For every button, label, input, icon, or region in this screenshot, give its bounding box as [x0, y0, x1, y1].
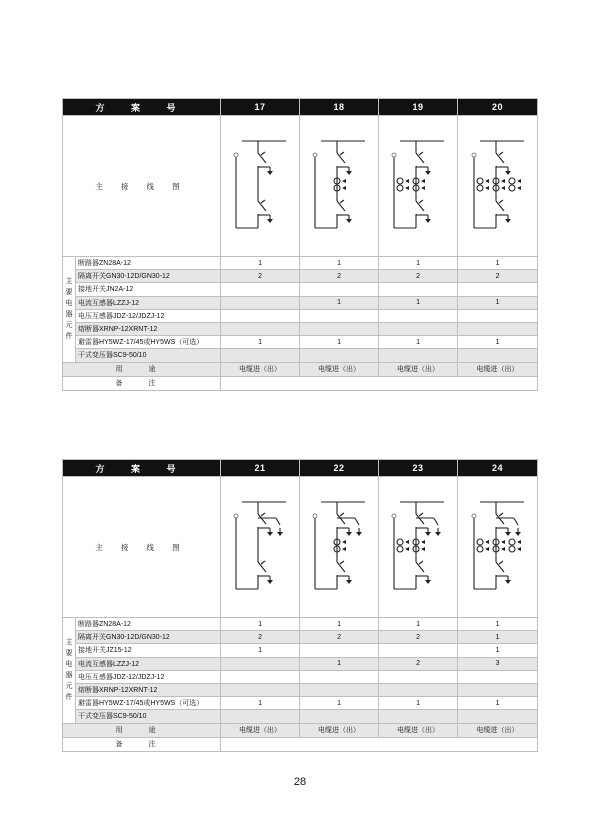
usage-value: 电缆进（出）: [221, 362, 300, 376]
component-qty: 3: [458, 657, 538, 670]
component-qty: [300, 683, 379, 696]
component-qty: [458, 322, 538, 335]
wiring-diagram: [379, 477, 458, 618]
remark-label: 备 注: [63, 376, 221, 390]
component-qty: [379, 349, 458, 362]
wiring-diagram: [221, 116, 300, 257]
remark-label: 备 注: [63, 737, 221, 751]
component-qty: [379, 644, 458, 657]
table-header: [63, 460, 538, 477]
usage-value: 电缆进（出）: [379, 362, 458, 376]
component-name: 接地开关JZ15-12: [76, 644, 221, 657]
circuit-diagram-21: [230, 492, 290, 602]
component-name: 电压互感器JDZ-12/JDZJ-12: [76, 670, 221, 683]
table-header: [63, 99, 538, 116]
component-qty: [300, 283, 379, 296]
usage-value: 电缆进（出）: [300, 723, 379, 737]
component-qty: 1: [458, 257, 538, 270]
diagram-row: [63, 477, 538, 618]
scheme-number: 22: [300, 460, 379, 477]
usage-value: 电缆进（出）: [458, 362, 538, 376]
component-row: [63, 270, 538, 283]
component-qty: 1: [458, 644, 538, 657]
component-qty: [221, 349, 300, 362]
wiring-diagram: [221, 477, 300, 618]
usage-value: 电缆进（出）: [379, 723, 458, 737]
scheme-number: 20: [458, 99, 538, 116]
usage-label: 用 途: [63, 362, 221, 376]
component-qty: [379, 683, 458, 696]
remark-value: [221, 376, 538, 390]
component-qty: 1: [458, 336, 538, 349]
component-qty: 1: [300, 657, 379, 670]
component-qty: [458, 349, 538, 362]
component-qty: [458, 283, 538, 296]
component-qty: 1: [379, 697, 458, 710]
component-qty: 2: [300, 270, 379, 283]
circuit-diagram-19: [388, 131, 448, 241]
component-qty: 1: [458, 631, 538, 644]
component-qty: [458, 710, 538, 723]
component-row: [63, 644, 538, 657]
component-row: [63, 670, 538, 683]
scheme-number: 23: [379, 460, 458, 477]
diagram-label: 主 接 线 图: [63, 116, 221, 257]
component-name: 避雷器HY5WZ-17/45或HY5WS（可选）: [76, 697, 221, 710]
component-qty: 1: [379, 618, 458, 631]
component-qty: [458, 309, 538, 322]
circuit-diagram-20: [468, 131, 528, 241]
component-qty: [379, 283, 458, 296]
circuit-diagram-17: [230, 131, 290, 241]
circuit-diagram-24: [468, 492, 528, 602]
component-qty: [221, 309, 300, 322]
component-row: [63, 683, 538, 696]
component-qty: 1: [379, 296, 458, 309]
component-qty: [379, 322, 458, 335]
component-qty: 1: [300, 697, 379, 710]
component-qty: 2: [458, 270, 538, 283]
component-row: [63, 349, 538, 362]
remark-row: [63, 376, 538, 390]
component-row: [63, 296, 538, 309]
component-qty: [379, 710, 458, 723]
component-name: 干式变压器SC9-50/10: [76, 349, 221, 362]
component-qty: [379, 670, 458, 683]
usage-value: 电缆进（出）: [221, 723, 300, 737]
wiring-diagram: [458, 477, 538, 618]
component-qty: [458, 683, 538, 696]
component-row: [63, 710, 538, 723]
component-qty: 1: [221, 697, 300, 710]
component-qty: [221, 683, 300, 696]
circuit-diagram-22: [309, 492, 369, 602]
scheme-number-label: 方 案 号: [63, 99, 221, 116]
usage-value: 电缆进（出）: [458, 723, 538, 737]
component-qty: [300, 644, 379, 657]
usage-value: 电缆进（出）: [300, 362, 379, 376]
component-qty: 1: [221, 336, 300, 349]
component-qty: [300, 710, 379, 723]
scheme-number: 18: [300, 99, 379, 116]
remark-row: [63, 737, 538, 751]
component-qty: 1: [458, 618, 538, 631]
scheme-number-label: 方 案 号: [63, 460, 221, 477]
remark-value: [221, 737, 538, 751]
component-qty: [221, 322, 300, 335]
component-qty: [300, 670, 379, 683]
component-name: 干式变压器SC9-50/10: [76, 710, 221, 723]
circuit-diagram-18: [309, 131, 369, 241]
component-qty: 1: [300, 618, 379, 631]
scheme-number: 19: [379, 99, 458, 116]
scheme-number: 24: [458, 460, 538, 477]
component-qty: 2: [379, 631, 458, 644]
component-qty: 2: [221, 631, 300, 644]
component-name: 断路器ZN28A-12: [76, 257, 221, 270]
wiring-diagram: [300, 116, 379, 257]
component-name: 接地开关JN2A-12: [76, 283, 221, 296]
scheme-table-1: [62, 98, 538, 391]
component-row: [63, 336, 538, 349]
component-name: 电流互感器LZZJ-12: [76, 296, 221, 309]
component-qty: 2: [221, 270, 300, 283]
component-qty: [221, 657, 300, 670]
page-number: 28: [293, 776, 307, 788]
component-qty: 1: [458, 697, 538, 710]
component-row: [63, 618, 538, 631]
circuit-diagram-23: [388, 492, 448, 602]
usage-row: [63, 723, 538, 737]
component-row: [63, 697, 538, 710]
component-qty: 2: [379, 657, 458, 670]
component-qty: 1: [221, 618, 300, 631]
scheme-table-2: [62, 459, 538, 752]
component-row: [63, 657, 538, 670]
diagram-label: 主 接 线 图: [63, 477, 221, 618]
component-qty: [300, 309, 379, 322]
component-qty: 1: [221, 644, 300, 657]
component-name: 断路器ZN28A-12: [76, 618, 221, 631]
component-row: [63, 283, 538, 296]
component-qty: 1: [379, 336, 458, 349]
component-qty: 1: [221, 257, 300, 270]
wiring-diagram: [379, 116, 458, 257]
component-qty: [300, 349, 379, 362]
component-qty: [458, 670, 538, 683]
component-qty: 1: [379, 257, 458, 270]
component-qty: 2: [300, 631, 379, 644]
usage-row: [63, 362, 538, 376]
component-qty: [379, 309, 458, 322]
wiring-diagram: [458, 116, 538, 257]
diagram-row: [63, 116, 538, 257]
component-name: 电流互感器LZZJ-12: [76, 657, 221, 670]
component-qty: [221, 670, 300, 683]
component-row: [63, 631, 538, 644]
usage-label: 用 途: [63, 723, 221, 737]
component-qty: [300, 322, 379, 335]
component-qty: 1: [458, 296, 538, 309]
component-row: [63, 309, 538, 322]
component-name: 隔离开关GN30-12D/GN30-12: [76, 270, 221, 283]
component-name: 熔断器XRNP-12XRNT-12: [76, 322, 221, 335]
component-qty: [221, 710, 300, 723]
component-name: 避雷器HY5WZ-17/45或HY5WS（可选）: [76, 336, 221, 349]
wiring-diagram: [300, 477, 379, 618]
component-qty: 1: [300, 257, 379, 270]
component-row: [63, 322, 538, 335]
components-vertical-label: 主要电器元件: [63, 618, 76, 724]
component-qty: [221, 296, 300, 309]
component-qty: 2: [379, 270, 458, 283]
components-vertical-label: 主要电器元件: [63, 257, 76, 363]
component-name: 熔断器XRNP-12XRNT-12: [76, 683, 221, 696]
component-qty: 1: [300, 336, 379, 349]
component-row: [63, 257, 538, 270]
component-qty: [221, 283, 300, 296]
scheme-number: 21: [221, 460, 300, 477]
component-qty: 1: [300, 296, 379, 309]
component-name: 电压互感器JDZ-12/JDZJ-12: [76, 309, 221, 322]
component-name: 隔离开关GN30-12D/GN30-12: [76, 631, 221, 644]
scheme-number: 17: [221, 99, 300, 116]
